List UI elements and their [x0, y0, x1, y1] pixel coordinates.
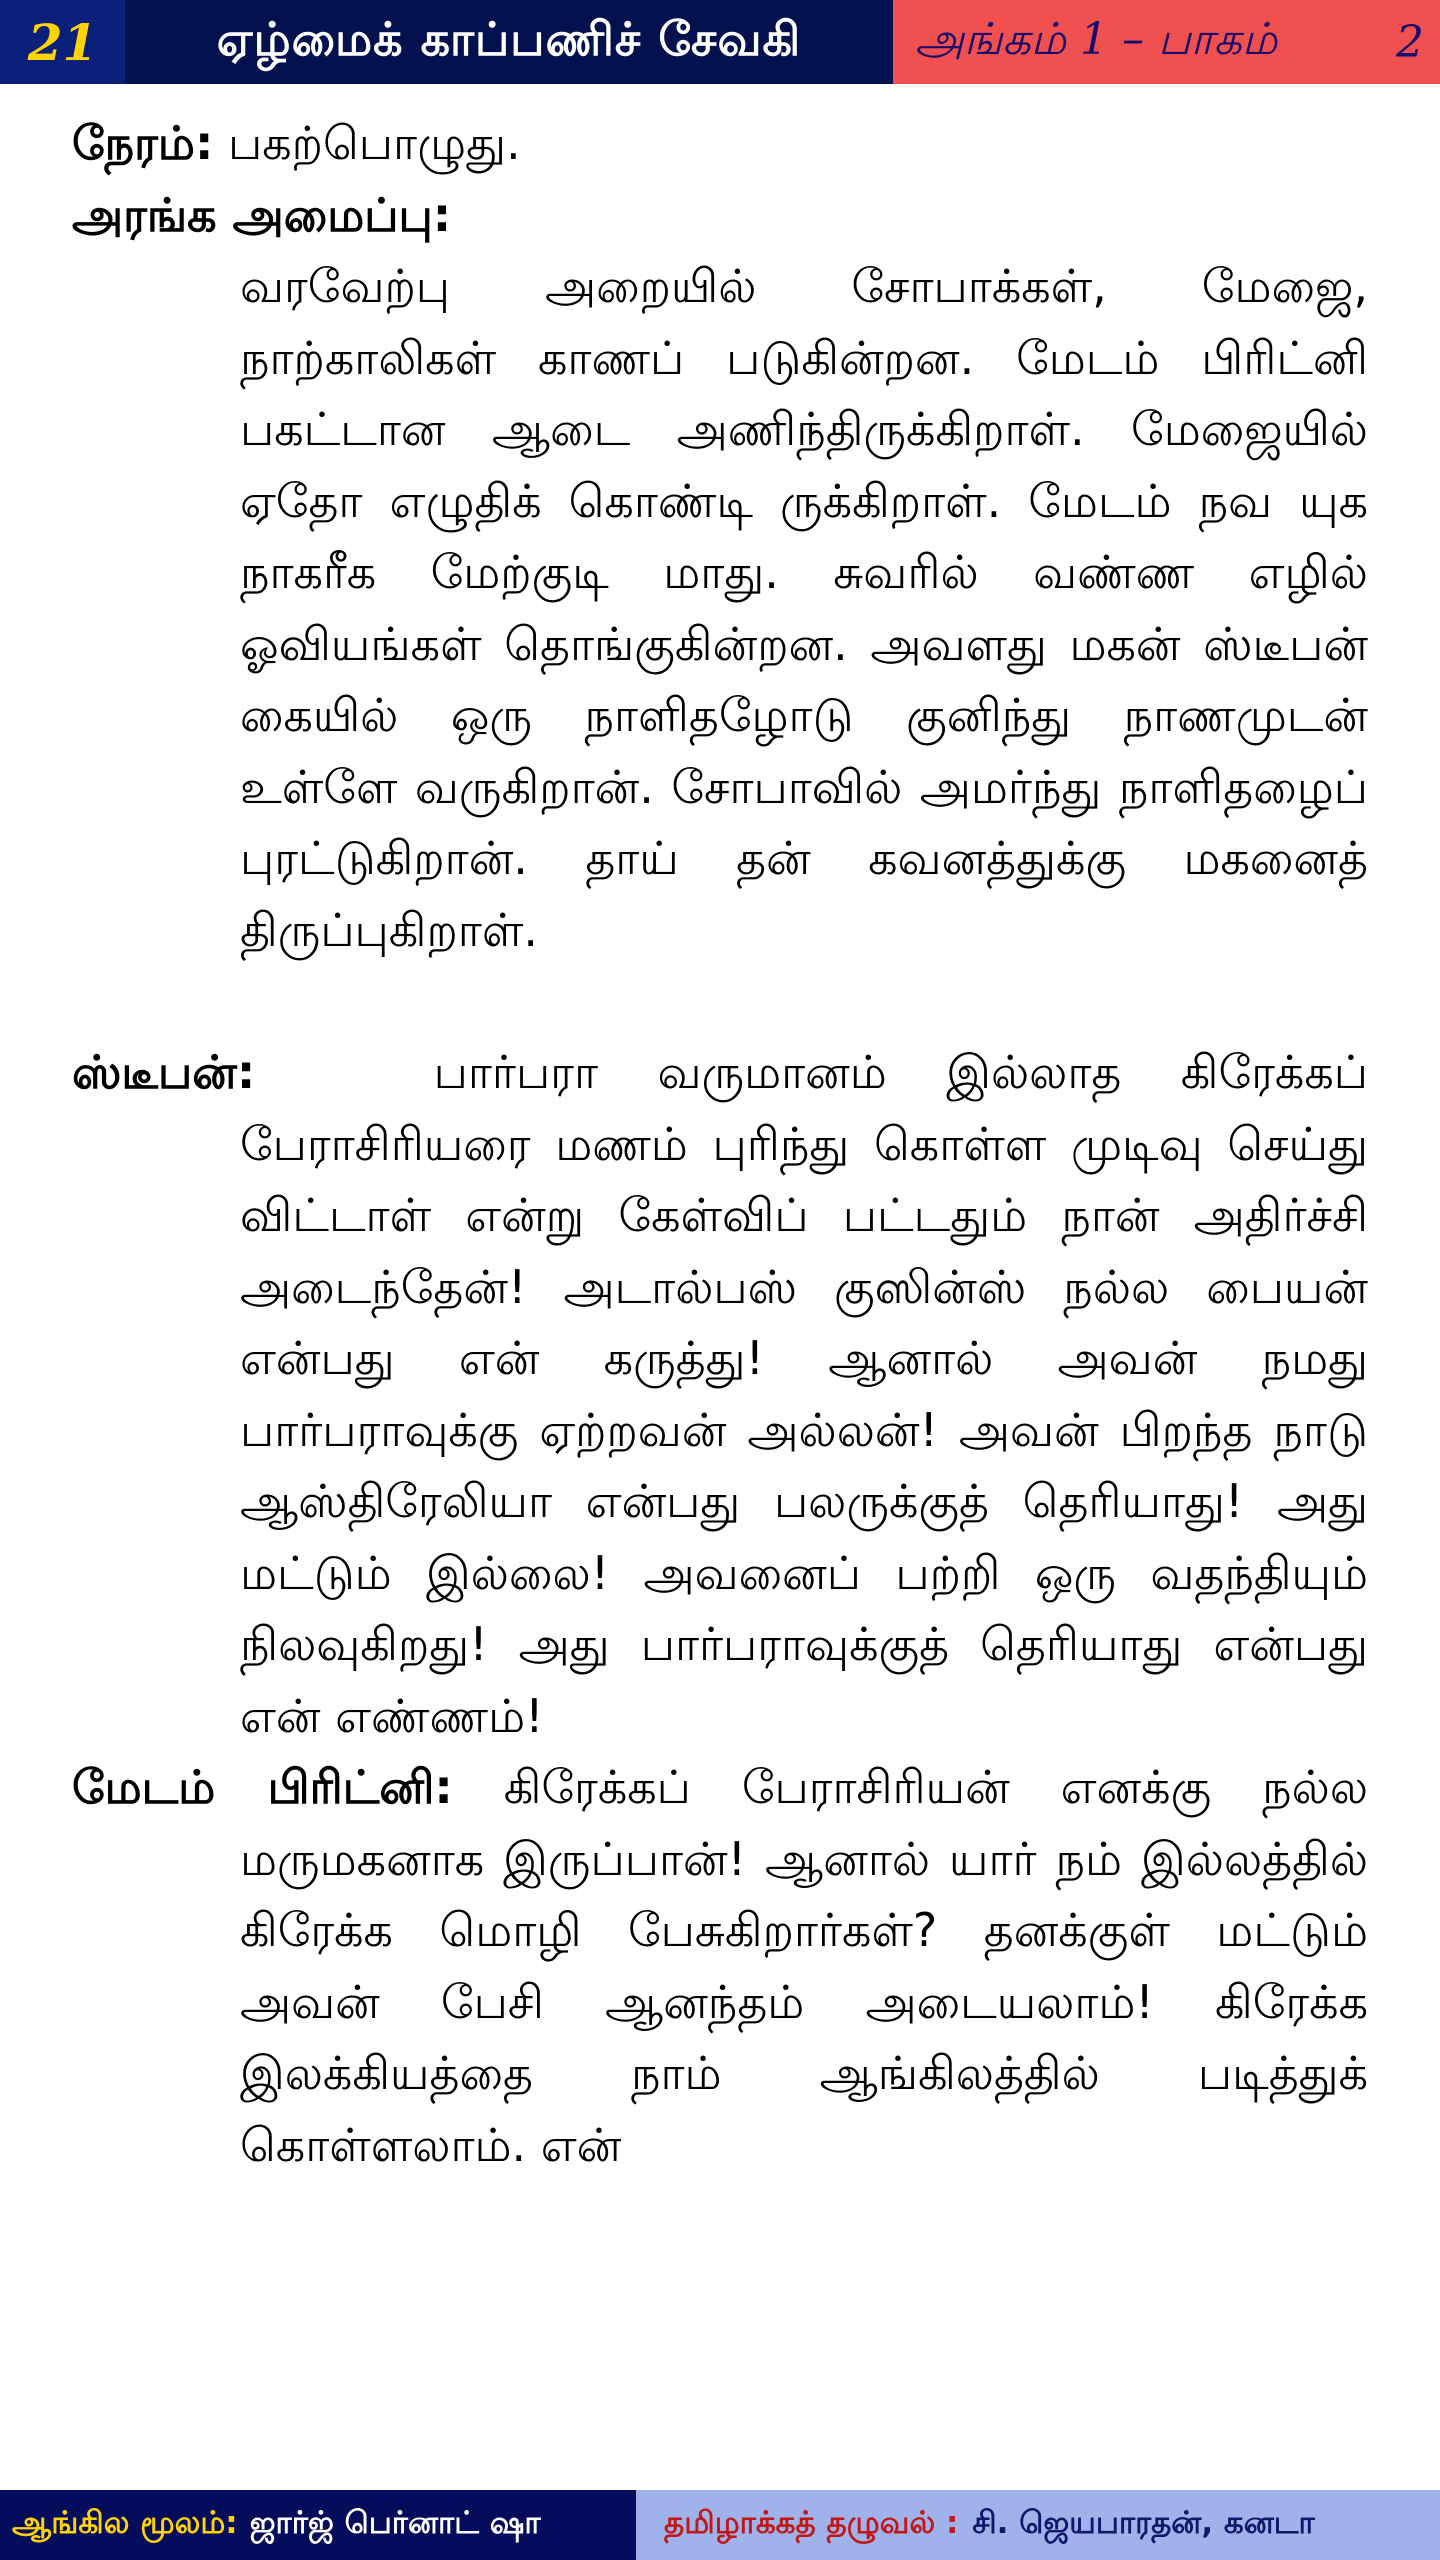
speech-stephen-text: பார்பரா வருமானம் இல்லாத கிரேக்கப் பேராசிரியரை மணம் புரிந்து கொள்ள முடிவு செய்து விட்டாள் என்று கேள்விப் பட்டதும் நான் அதிர்ச்சி அடைந்தேன்! அடால்பஸ் குஸின்ஸ் நல்ல பையன் என்பது என் கருத்து! ஆனால் அவன் நமது பார்பராவுக்கு ஏற்றவன் அல்லன்! அவன் பிறந்த நாடு ஆஸ்திரேலியா என்பது பலருக்குத் தெரியாது! அது மட்டும் இல்லை! அவனைப் பற்றி ஒரு வதந்தியும் நிலவுகிறது! அது பார்பராவுக்குத் தெரியாது என்பது என் எண்ணம்!: [240, 1045, 1368, 1743]
translation-label: தமிழாக்கத் தழுவல் :: [664, 2505, 959, 2541]
speaker-britney: மேடம் பிரிட்னி:: [72, 1760, 453, 1814]
book-title: ஏழ்மைக் காப்பணிச் சேவகி: [125, 0, 893, 84]
source-credit: [0, 2490, 636, 2560]
translator-name: சி. ஜெயபாரதன், கனடா: [972, 2505, 1315, 2541]
time-value: பகற்பொழுது.: [227, 116, 521, 170]
translation-credit: [636, 2490, 1440, 2560]
speech-stephen: [72, 1037, 1368, 1752]
source-label: ஆங்கில மூலம்:: [12, 2505, 238, 2541]
act-label: அங்கம் 1 – பாகம்: [915, 13, 1278, 65]
page-footer: [0, 2490, 1440, 2560]
time-line: [72, 108, 1368, 180]
page-header: [0, 0, 1440, 84]
paragraph-gap: [72, 966, 1368, 1037]
speech-britney-text: கிரேக்கப் பேராசிரியன் எனக்கு நல்ல மருமகனாக இருப்பான்! ஆனால் யார் நம் இல்லத்தில் கிரேக்க மொழி பேசுகிறார்கள்? தனக்குள் மட்டும் அவன் பேசி ஆனந்தம் அடையலாம்! கிரேக்க இலக்கியத்தை நாம் ஆங்கிலத்தில் படித்துக் கொள்ளலாம். என்: [240, 1760, 1369, 2172]
setting-label: அரங்க அமைப்பு:: [72, 187, 452, 242]
speaker-stephen: ஸ்டீபன்:: [72, 1045, 256, 1099]
page-number: 21: [0, 0, 125, 84]
time-label: நேரம்:: [72, 116, 214, 170]
act-part-number: 2: [1396, 16, 1424, 68]
speech-britney: [72, 1752, 1368, 2181]
setting-text: வரவேற்பு அறையில் சோபாக்கள், மேஜை, நாற்காலிகள் காணப் படுகின்றன. மேடம் பிரிட்னி பகட்டான ஆடை அணிந்திருக்கிறாள். மேஜையில் ஏதோ எழுதிக் கொண்டி ருக்கிறாள். மேடம் நவ யுக நாகரீக மேற்குடி மாது. சுவரில் வண்ண எழில் ஓவியங்கள் தொங்குகின்றன. அவளது மகன் ஸ்டீபன் கையில் ஒரு நாளிதழோடு குனிந்து நாணமுடன் உள்ளே வருகிறான். சோபாவில் அமர்ந்து நாளிதழைப் புரட்டுகிறான். தாய் தன் கவனத்துக்கு மகனைத் திருப்புகிறாள்.: [240, 259, 1368, 957]
source-author: ஜார்ஜ் பெர்னாட் ஷா: [249, 2505, 541, 2541]
page-body: [72, 108, 1368, 2181]
act-part-label: [893, 0, 1440, 84]
